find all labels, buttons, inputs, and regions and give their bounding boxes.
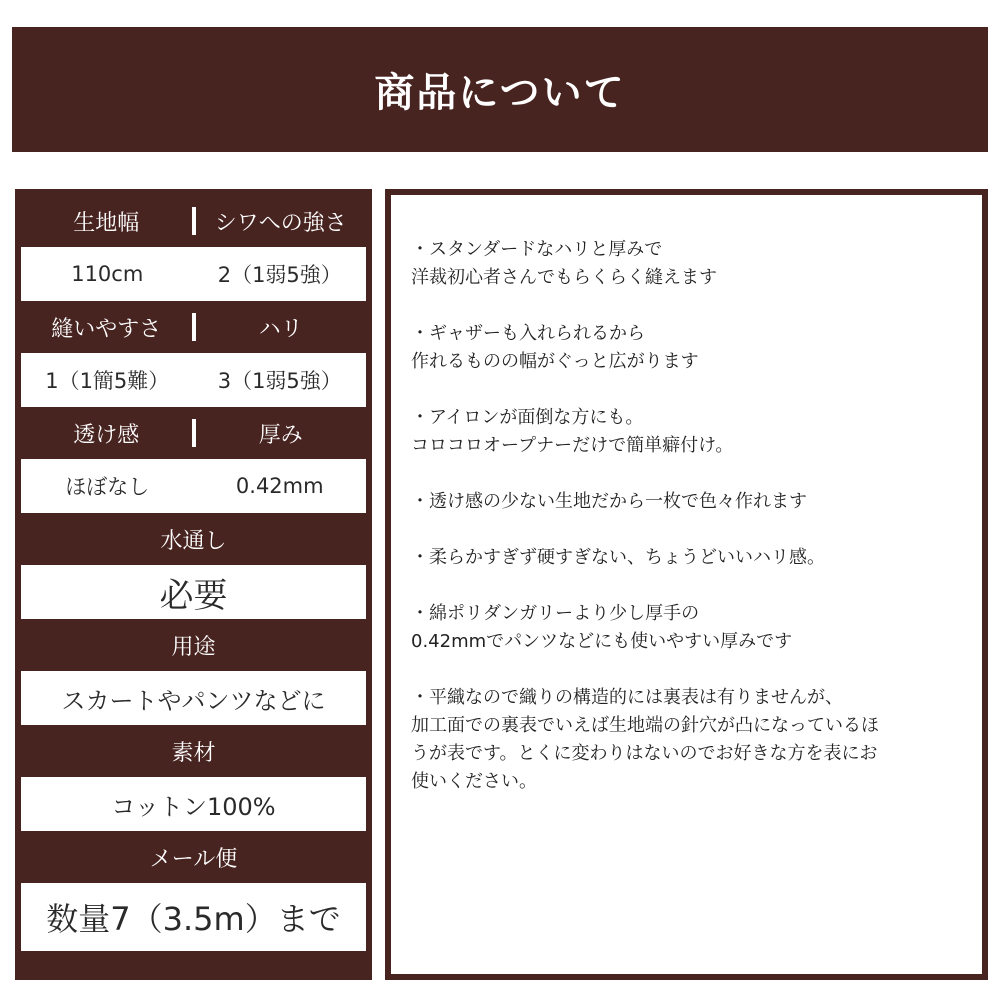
- spec-header-row: [21, 407, 366, 459]
- usage-value: スカートやパンツなどに: [21, 671, 366, 725]
- material-value: コットン100%: [21, 777, 366, 831]
- spec-header-row: [21, 301, 366, 353]
- note-line: ・平織なので織りの構造的には裏表は有りませんが、: [411, 687, 843, 708]
- note-line: 0.42mmでパンツなどにも使いやすい厚みです: [411, 631, 793, 652]
- sheerness-label: 透け感: [73, 422, 140, 448]
- sewing-ease-value: 1（1簡5難）: [45, 369, 170, 393]
- spec-value-row: [21, 353, 366, 407]
- stiffness-label: ハリ: [258, 316, 303, 342]
- note-paragraph: [411, 404, 964, 460]
- fabric-width-label: 生地幅: [73, 210, 140, 236]
- note-line: うが表です。とくに変わりはないのでお好きな方を表にお: [411, 743, 878, 764]
- note-line: 加工面での裏表でいえば生地端の針穴が凸になっているほ: [411, 715, 879, 736]
- prewash-label: 水通し: [160, 528, 227, 554]
- note-line: コロコロオープナーだけで簡単癖付け。: [411, 435, 734, 456]
- note-line: ・透け感の少ない生地だから一枚で色々作れます: [411, 491, 807, 512]
- wrinkle-resistance-label: シワへの強さ: [214, 210, 347, 236]
- note-line: ・綿ポリダンガリーより少し厚手の: [411, 603, 700, 624]
- thickness-label: 厚み: [258, 422, 303, 448]
- spec-table: [15, 189, 372, 980]
- note-paragraph: [411, 236, 964, 292]
- note-line: ・スタンダードなハリと厚みで: [411, 239, 663, 260]
- notes-list: [391, 195, 982, 974]
- note-line: 洋裁初心者さんでもらくらく縫えます: [411, 267, 717, 288]
- material-label: 素材: [171, 740, 216, 766]
- note-paragraph: [411, 488, 964, 516]
- stiffness-value: 3（1弱5強）: [217, 369, 342, 393]
- spec-value-row: [21, 247, 366, 301]
- thickness-value: 0.42mm: [235, 474, 324, 498]
- note-line: ・柔らかすぎず硬すぎない、ちょうどいいハリ感。: [411, 547, 825, 568]
- mail-delivery-value: 数量7（3.5m）まで: [21, 883, 366, 951]
- usage-label: 用途: [171, 634, 216, 660]
- notes-panel: [385, 189, 988, 980]
- sheerness-value: ほぼなし: [65, 475, 150, 499]
- spec-header-row: [21, 195, 366, 247]
- fabric-width-value: 110cm: [71, 262, 144, 286]
- note-paragraph: [411, 600, 964, 656]
- note-line: 作れるものの幅がぐっと広がります: [411, 351, 699, 372]
- spec-value-row: [21, 459, 366, 513]
- note-line: ・アイロンが面倒な方にも。: [411, 407, 644, 428]
- note-paragraph: [411, 320, 964, 376]
- note-paragraph: [411, 684, 964, 796]
- wrinkle-resistance-value: 2（1弱5強）: [217, 263, 342, 287]
- note-line: ・ギャザーも入れられるから: [411, 323, 645, 344]
- mail-delivery-label: メール便: [149, 846, 238, 872]
- header-banner: [12, 27, 988, 152]
- prewash-value: 必要: [21, 565, 366, 619]
- note-line: 使いください。: [411, 771, 537, 792]
- sewing-ease-label: 縫いやすさ: [51, 316, 162, 342]
- note-paragraph: [411, 544, 964, 572]
- page-title: 商品について: [374, 70, 626, 116]
